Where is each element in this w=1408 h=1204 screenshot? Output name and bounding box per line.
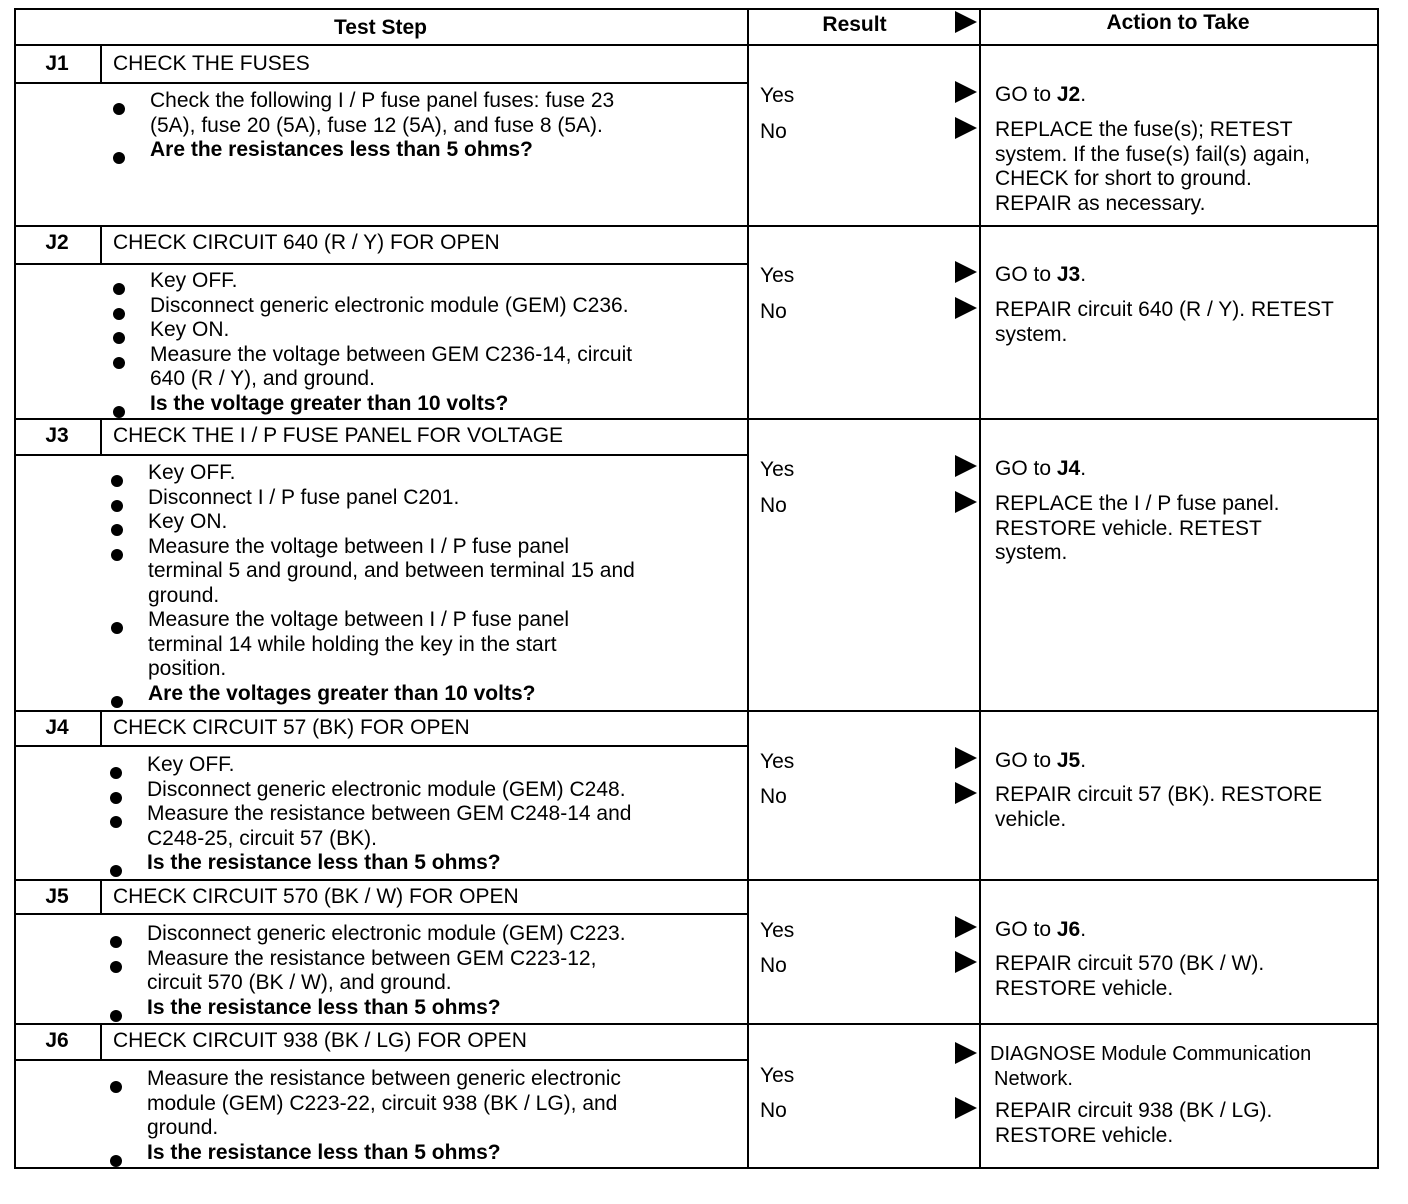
- result-yes: Yes: [760, 264, 795, 287]
- step-instruction: Key OFF.: [148, 461, 236, 484]
- step-id: J1: [45, 52, 69, 75]
- step-id: J2: [45, 231, 69, 254]
- no-arrow-icon: [955, 491, 977, 513]
- yes-action-text: .: [1080, 457, 1087, 480]
- table-rule: [747, 8, 749, 1169]
- step-instruction: circuit 570 (BK / W), and ground.: [147, 971, 452, 994]
- table-rule: [100, 1023, 102, 1059]
- step-instruction: Is the resistance less than 5 ohms?: [147, 1140, 501, 1164]
- yes-action: Network.: [994, 1067, 1073, 1090]
- step-instruction: (5A), fuse 20 (5A), fuse 12 (5A), and fuse 8 (5A).: [150, 113, 603, 137]
- bullet-icon: [110, 792, 122, 804]
- step-title: CHECK CIRCUIT 570 (BK / W) FOR OPEN: [113, 885, 519, 908]
- no-action: REPAIR as necessary.: [995, 191, 1206, 215]
- bullet-icon: [111, 622, 123, 634]
- table-rule: [1377, 8, 1379, 1169]
- yes-action: [995, 749, 1086, 774]
- no-arrow-icon: [955, 117, 977, 139]
- yes-arrow-icon: [955, 747, 977, 769]
- bullet-icon: [110, 1081, 122, 1093]
- no-arrow-icon: [955, 297, 977, 319]
- result-no: No: [760, 954, 787, 977]
- step-instruction: Disconnect I / P fuse panel C201.: [148, 485, 460, 509]
- yes-action: [995, 918, 1086, 943]
- step-id: J4: [45, 716, 69, 739]
- table-rule: [14, 1023, 1377, 1025]
- step-reference: J2: [1056, 83, 1081, 106]
- result-yes: Yes: [760, 84, 795, 107]
- no-arrow-icon: [955, 951, 977, 973]
- step-instruction: terminal 5 and ground, and between terminal 15 and: [148, 559, 635, 582]
- no-action: REPAIR circuit 640 (R / Y). RETEST: [995, 298, 1334, 321]
- step-instruction: Measure the voltage between I / P fuse panel: [148, 534, 570, 558]
- step-instruction: Measure the resistance between GEM C223-12,: [147, 946, 597, 970]
- result-yes: Yes: [760, 1064, 795, 1087]
- table-rule: [14, 745, 747, 747]
- result-yes: Yes: [760, 750, 795, 773]
- bullet-icon: [110, 961, 122, 973]
- yes-arrow-icon: [955, 1042, 977, 1064]
- yes-action-text: GO to: [995, 83, 1057, 106]
- step-instruction: Measure the voltage between I / P fuse panel: [148, 608, 570, 631]
- yes-action-text: .: [1080, 263, 1087, 286]
- table-rule: [14, 879, 1377, 881]
- no-arrow-icon: [955, 782, 977, 804]
- step-instruction: Is the voltage greater than 10 volts?: [150, 391, 509, 415]
- step-reference: J5: [1056, 749, 1081, 772]
- yes-action-text: .: [1080, 918, 1087, 941]
- no-action: system. If the fuse(s) fail(s) again,: [995, 142, 1311, 166]
- yes-arrow-icon: [955, 455, 977, 477]
- no-action: CHECK for short to ground.: [995, 167, 1252, 190]
- no-action: REPLACE the fuse(s); RETEST: [995, 118, 1293, 141]
- no-action: REPAIR circuit 938 (BK / LG).: [995, 1099, 1273, 1122]
- table-rule: [14, 8, 16, 1169]
- step-instruction: Disconnect generic electronic module (GEM) C248.: [147, 777, 626, 801]
- table-rule: [14, 1167, 1377, 1169]
- bullet-icon: [113, 152, 125, 164]
- yes-action-text: .: [1080, 83, 1087, 106]
- yes-action-text: GO to: [995, 457, 1057, 480]
- bullet-icon: [113, 357, 125, 369]
- table-rule: [100, 418, 102, 454]
- no-action: REPLACE the I / P fuse panel.: [995, 492, 1280, 515]
- bullet-icon: [110, 767, 122, 779]
- table-rule: [979, 8, 981, 1169]
- result-no: No: [760, 120, 787, 143]
- result-no: No: [760, 1099, 787, 1122]
- header-test-step: Test Step: [334, 16, 427, 39]
- step-instruction: module (GEM) C223-22, circuit 938 (BK / LG), and: [147, 1091, 618, 1115]
- step-instruction: Measure the voltage between GEM C236-14, circuit: [150, 342, 633, 366]
- bullet-icon: [111, 500, 123, 512]
- table-rule: [14, 82, 747, 84]
- step-id: J3: [45, 424, 69, 447]
- step-instruction: Check the following I / P fuse panel fuses: fuse 23: [150, 89, 615, 112]
- table-rule: [100, 879, 102, 913]
- yes-action-text: GO to: [995, 263, 1057, 286]
- no-action: RESTORE vehicle. RETEST: [995, 516, 1262, 540]
- no-action: RESTORE vehicle.: [995, 1123, 1174, 1147]
- bullet-icon: [111, 696, 123, 708]
- yes-action: [995, 83, 1086, 108]
- header-arrow-icon: [955, 11, 977, 33]
- table-rule: [14, 44, 1377, 46]
- step-id: J6: [45, 1029, 69, 1052]
- step-id: J5: [45, 885, 69, 908]
- step-instruction: Are the resistances less than 5 ohms?: [150, 138, 533, 161]
- yes-action-text: GO to: [995, 749, 1057, 772]
- step-instruction: C248-25, circuit 57 (BK).: [147, 826, 377, 850]
- step-instruction: Key ON.: [150, 318, 230, 341]
- yes-action: [995, 457, 1086, 482]
- step-reference: J6: [1056, 918, 1081, 941]
- step-title: CHECK CIRCUIT 57 (BK) FOR OPEN: [113, 716, 470, 739]
- bullet-icon: [110, 1155, 122, 1167]
- table-rule: [14, 454, 747, 456]
- step-instruction: Are the voltages greater than 10 volts?: [148, 681, 536, 705]
- no-action: REPAIR circuit 57 (BK). RESTORE: [995, 783, 1323, 806]
- yes-action-text: .: [1080, 749, 1087, 772]
- step-instruction: position.: [148, 657, 227, 680]
- no-action: vehicle.: [995, 807, 1067, 831]
- table-rule: [14, 8, 1377, 10]
- yes-action: DIAGNOSE Module Communication: [990, 1043, 1312, 1065]
- table-rule: [14, 710, 1377, 712]
- bullet-icon: [113, 332, 125, 344]
- yes-arrow-icon: [955, 916, 977, 938]
- step-title: CHECK CIRCUIT 938 (BK / LG) FOR OPEN: [113, 1029, 527, 1052]
- yes-arrow-icon: [955, 81, 977, 103]
- header-action: Action to Take: [1106, 11, 1250, 34]
- yes-action-text: GO to: [995, 918, 1057, 941]
- result-no: No: [760, 785, 787, 808]
- bullet-icon: [111, 475, 123, 487]
- table-rule: [100, 225, 102, 263]
- step-reference: J3: [1056, 263, 1081, 286]
- bullet-icon: [110, 936, 122, 948]
- step-instruction: Key OFF.: [150, 269, 238, 292]
- step-instruction: Key OFF.: [147, 753, 235, 776]
- bullet-icon: [110, 865, 122, 877]
- bullet-icon: [111, 524, 123, 536]
- step-instruction: Is the resistance less than 5 ohms?: [147, 851, 501, 874]
- step-instruction: terminal 14 while holding the key in the start: [148, 632, 557, 656]
- header-result: Result: [822, 13, 887, 36]
- step-instruction: Measure the resistance between generic electronic: [147, 1067, 621, 1090]
- no-action: RESTORE vehicle.: [995, 976, 1174, 1000]
- step-instruction: ground.: [147, 1116, 219, 1139]
- table-rule: [14, 225, 1377, 227]
- result-yes: Yes: [760, 919, 795, 942]
- table-rule: [100, 710, 102, 745]
- step-title: CHECK CIRCUIT 640 (R / Y) FOR OPEN: [113, 231, 500, 254]
- no-action: system.: [995, 322, 1068, 346]
- step-instruction: Disconnect generic electronic module (GEM) C223.: [147, 922, 626, 945]
- bullet-icon: [113, 103, 125, 115]
- step-title: CHECK THE FUSES: [113, 52, 310, 75]
- table-rule: [100, 46, 102, 82]
- result-no: No: [760, 494, 787, 517]
- result-yes: Yes: [760, 458, 795, 481]
- step-instruction: 640 (R / Y), and ground.: [150, 367, 375, 390]
- table-rule: [14, 418, 1377, 420]
- step-instruction: Key ON.: [148, 510, 228, 533]
- table-rule: [14, 263, 747, 265]
- step-instruction: Disconnect generic electronic module (GEM) C236.: [150, 293, 629, 317]
- no-arrow-icon: [955, 1097, 977, 1119]
- table-rule: [14, 913, 747, 915]
- bullet-icon: [110, 1010, 122, 1022]
- bullet-icon: [111, 549, 123, 561]
- result-no: No: [760, 300, 787, 323]
- bullet-icon: [113, 406, 125, 418]
- step-instruction: Measure the resistance between GEM C248-14 and: [147, 802, 632, 825]
- step-instruction: ground.: [148, 583, 220, 607]
- bullet-icon: [110, 816, 122, 828]
- yes-action: [995, 263, 1086, 288]
- step-title: CHECK THE I / P FUSE PANEL FOR VOLTAGE: [113, 424, 564, 447]
- no-action: system.: [995, 541, 1068, 564]
- step-instruction: Is the resistance less than 5 ohms?: [147, 995, 501, 1019]
- bullet-icon: [113, 308, 125, 320]
- table-rule: [14, 1059, 747, 1061]
- yes-arrow-icon: [955, 261, 977, 283]
- no-action: REPAIR circuit 570 (BK / W).: [995, 952, 1265, 975]
- bullet-icon: [113, 283, 125, 295]
- step-reference: J4: [1056, 457, 1081, 480]
